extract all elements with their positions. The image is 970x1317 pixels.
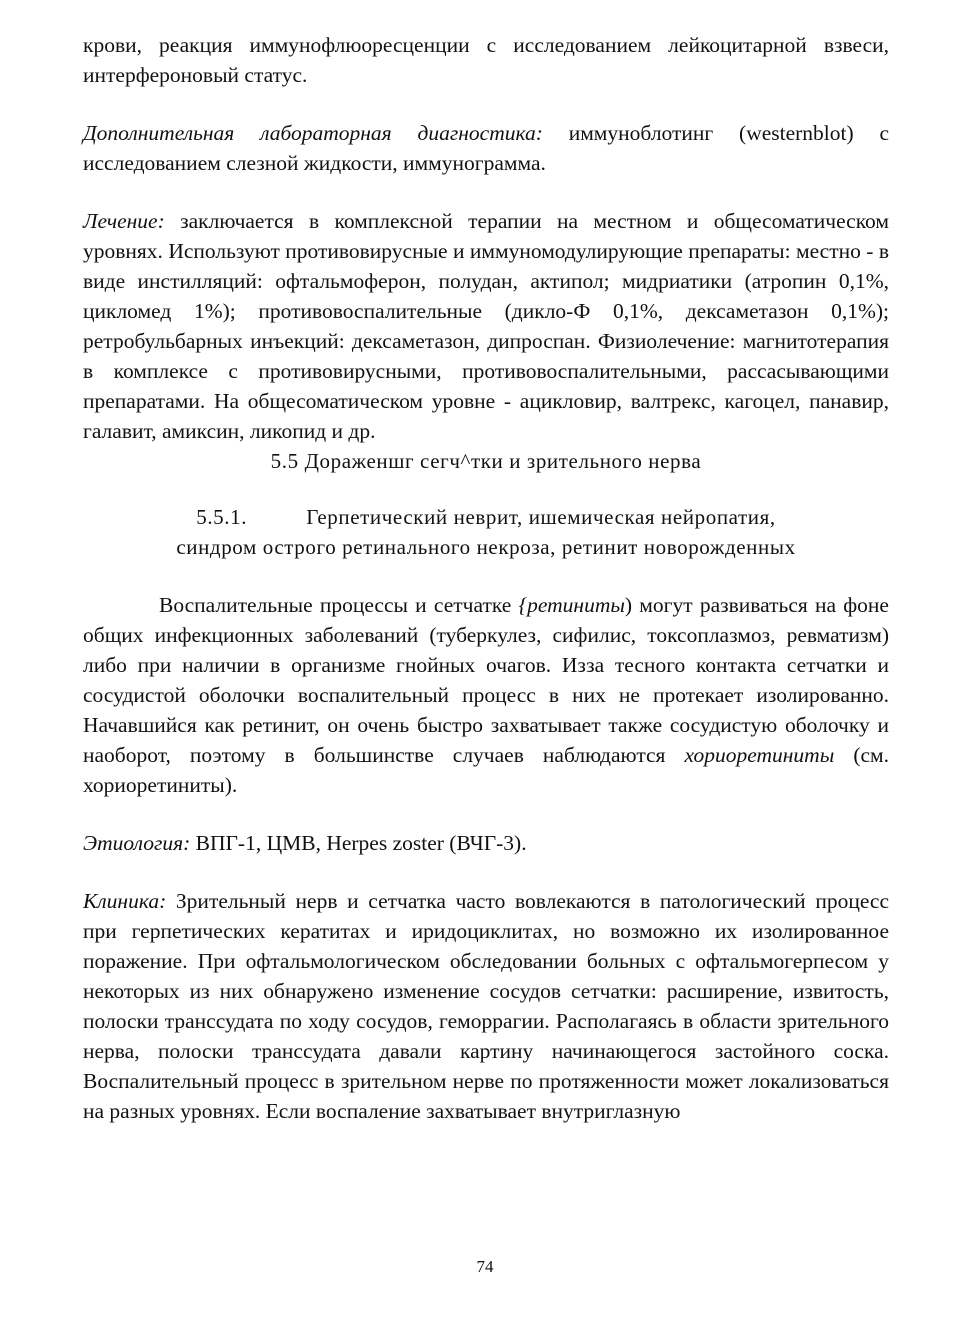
retinitis-text-c: (см. хориоретиниты). [83, 743, 889, 797]
chorioretinitis-term: хориоретиниты [684, 743, 835, 767]
additional-diagnostics-label: Дополнительная лабораторная диагностика: [83, 121, 543, 145]
paragraph-retinitis [83, 590, 889, 800]
subsection-title-line2: синдром острого ретинального некроза, ретинит новорожденных [176, 535, 796, 559]
clinic-text: Зрительный нерв и сетчатка часто вовлекаются в патологический процесс при герпетических кератитах и иридоциклитах, но возможно их изолированное поражение. При офтальмологическом обследовании больных с офтальмогерпесом у некоторых из них обнаружено изменение сосудов сетчатки: расширение, извитость, полоски транссудата по ходу сосудов, геморрагии. Располагаясь в области зрительного нерва, полоски транссудата давали картину начинающегося застойного соска. Воспалительный процесс в зрительном нерве по протяженности может локализоваться на разных уровнях. Если воспаление захватывает внутриглазную [83, 889, 889, 1123]
additional-diagnostics-text: иммуноблотинг (westernblot) с исследованием слезной жидкости, иммунограмма. [83, 121, 889, 175]
subsection-title-line1 [83, 502, 889, 532]
subsection-title-first: Герпетический неврит, ишемическая нейропатия, [306, 505, 776, 529]
section-heading: 5.5 Дораженшг сегч^тки и зрительного нерва [270, 449, 702, 473]
retinitis-term: {ретиниты [518, 593, 625, 617]
treatment-label: Лечение: [83, 209, 165, 233]
paragraph-additional-diagnostics [83, 118, 889, 178]
paragraph-etiology [83, 828, 889, 858]
page-number: 74 [476, 1257, 494, 1276]
paragraph-clinic [83, 886, 889, 1126]
paragraph-lab-tests: крови, реакция иммунофлюоресценции с исследованием лейкоцитарной взвеси, интерфероновый статус. [83, 33, 889, 87]
retinitis-text-a: Воспалительные процессы и сетчатке [159, 593, 519, 617]
page-content [83, 30, 889, 1126]
etiology-text: ВПГ-1, ЦМВ, Herpes zoster (ВЧГ-3). [190, 831, 527, 855]
clinic-label: Клиника: [83, 889, 167, 913]
subsection-number: 5.5.1. [196, 505, 248, 529]
treatment-text: заключается в комплексной терапии на местном и общесоматическом уровнях. Используют противовирусные и иммуномодулирующие препараты: местно - в виде инстилляций: офтальмоферон, полудан, актипол; мидриатики (атропин 0,1%, цикломед 1%); противовоспалительные (дикло-Ф 0,1%, дексаметазон 0,1%); ретробульбарных инъекций: дексаметазон, дипроспан. Физиолечение: магнитотерапия в комплексе с противовирусными, противовоспалительными, рассасывающими препаратами. На общесоматическом уровне - ацикловир, валтрекс, кагоцел, панавир, галавит, амиксин, ликопид и др. [83, 209, 889, 443]
etiology-label: Этиология: [83, 831, 191, 855]
subsection-heading [83, 502, 889, 562]
paragraph-treatment [83, 206, 889, 446]
retinitis-text-b: ) могут развиваться на фоне общих инфекционных заболеваний (туберкулез, сифилис, токсоплазмоз, ревматизм) либо при наличии в организме гнойных очагов. Изза тесного контакта сетчатки и сосудистой оболочки воспалительный процесс в них не протекает изолированно. Начавшийся как ретинит, он очень быстро захватывает также сосудистую оболочку и наоборот, поэтому в большинстве случаев наблюдаются [83, 593, 889, 767]
